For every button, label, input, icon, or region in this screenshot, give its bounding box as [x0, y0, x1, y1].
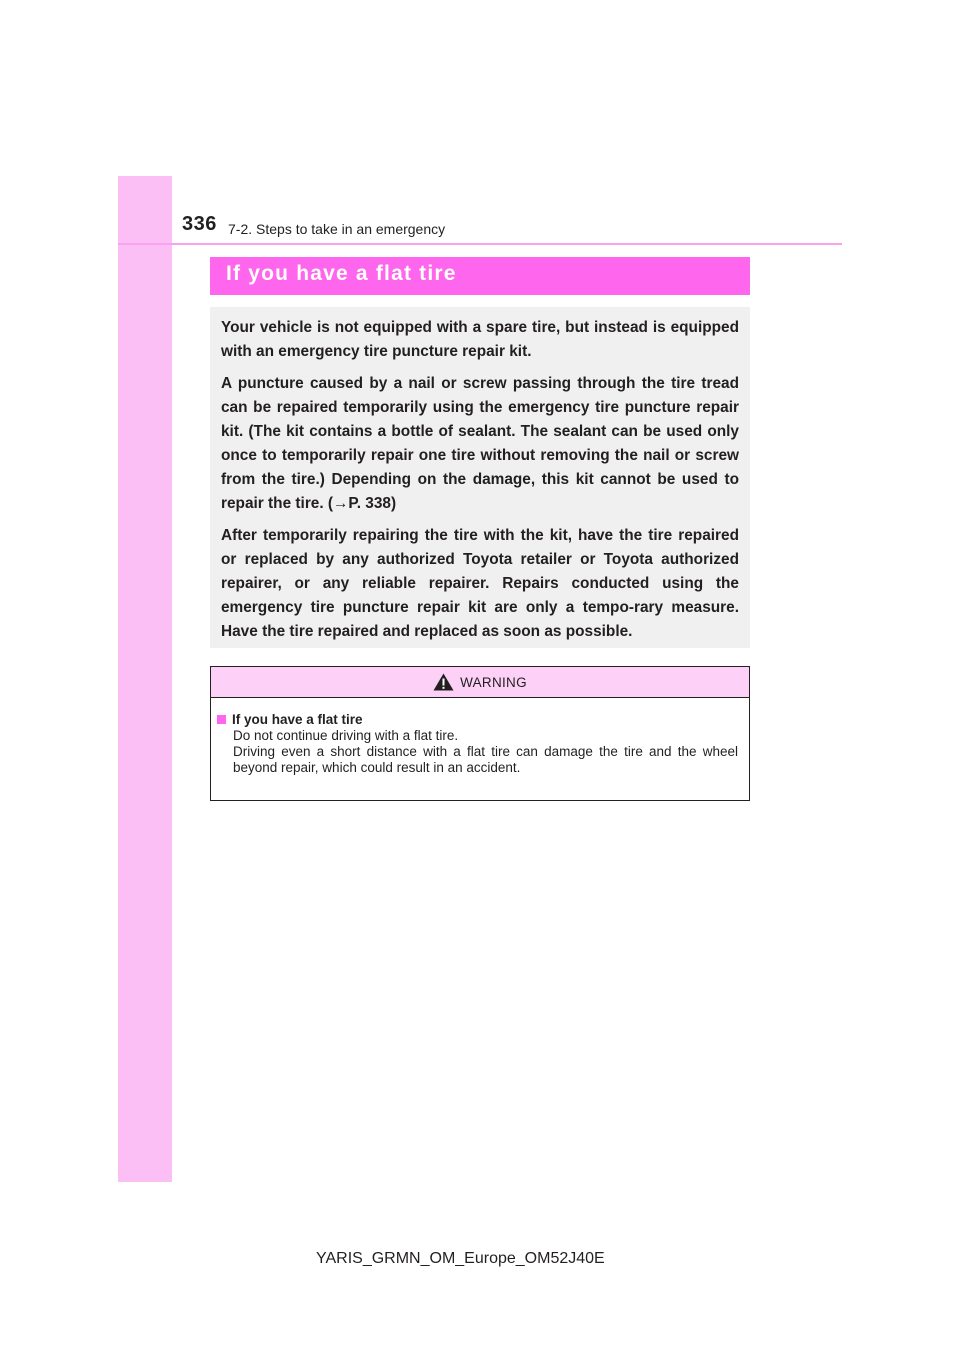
page-number: 336 [182, 213, 217, 235]
side-tab-band [118, 176, 172, 1182]
section-title: If you have a flat tire [226, 262, 457, 285]
warning-line: Do not continue driving with a flat tire. [233, 728, 459, 743]
warning-body [211, 698, 749, 776]
section-title-bar [210, 257, 750, 295]
intro-paragraph: After temporarily repairing the tire with the kit, have the tire repaired or replaced by any authorized Toyota retailer or Toyota authorized repairer, or any reliable repairer. Repairs conducted using the emergency tire puncture repair kit are only a tempo-rary measure. Have the tire repaired and replaced as soon as possible. [221, 527, 739, 640]
warning-box [210, 666, 750, 801]
header-divider [118, 243, 842, 245]
intro-paragraph: A puncture caused by a nail or screw passing through the tire tread can be repaired temporarily using the emergency tire puncture repair kit. (The kit contains a bottle of sealant. The sealant can be used only once to temporarily repair one tire without removing the nail or screw from the tire.) Depending on the damage, this kit cannot be used to repair the tire. (→P. 338) [221, 375, 739, 512]
warning-line: Driving even a short distance with a flat tire can damage the tire and the wheel beyond repair, which could result in an accident. [233, 744, 738, 775]
document-code: YARIS_GRMN_OM_Europe_OM52J40E [316, 1250, 605, 1267]
warning-header [211, 667, 749, 698]
section-breadcrumb: 7-2. Steps to take in an emergency [228, 221, 446, 237]
warning-subhead-text: If you have a flat tire [232, 712, 363, 727]
intro-paragraph: Your vehicle is not equipped with a spare tire, but instead is equipped with an emergency tire puncture repair kit. [221, 319, 739, 360]
warning-triangle-icon [433, 673, 454, 691]
intro-box [210, 307, 750, 648]
warning-label: WARNING [460, 674, 527, 690]
warning-subhead [217, 711, 738, 728]
square-bullet-icon [217, 715, 226, 724]
